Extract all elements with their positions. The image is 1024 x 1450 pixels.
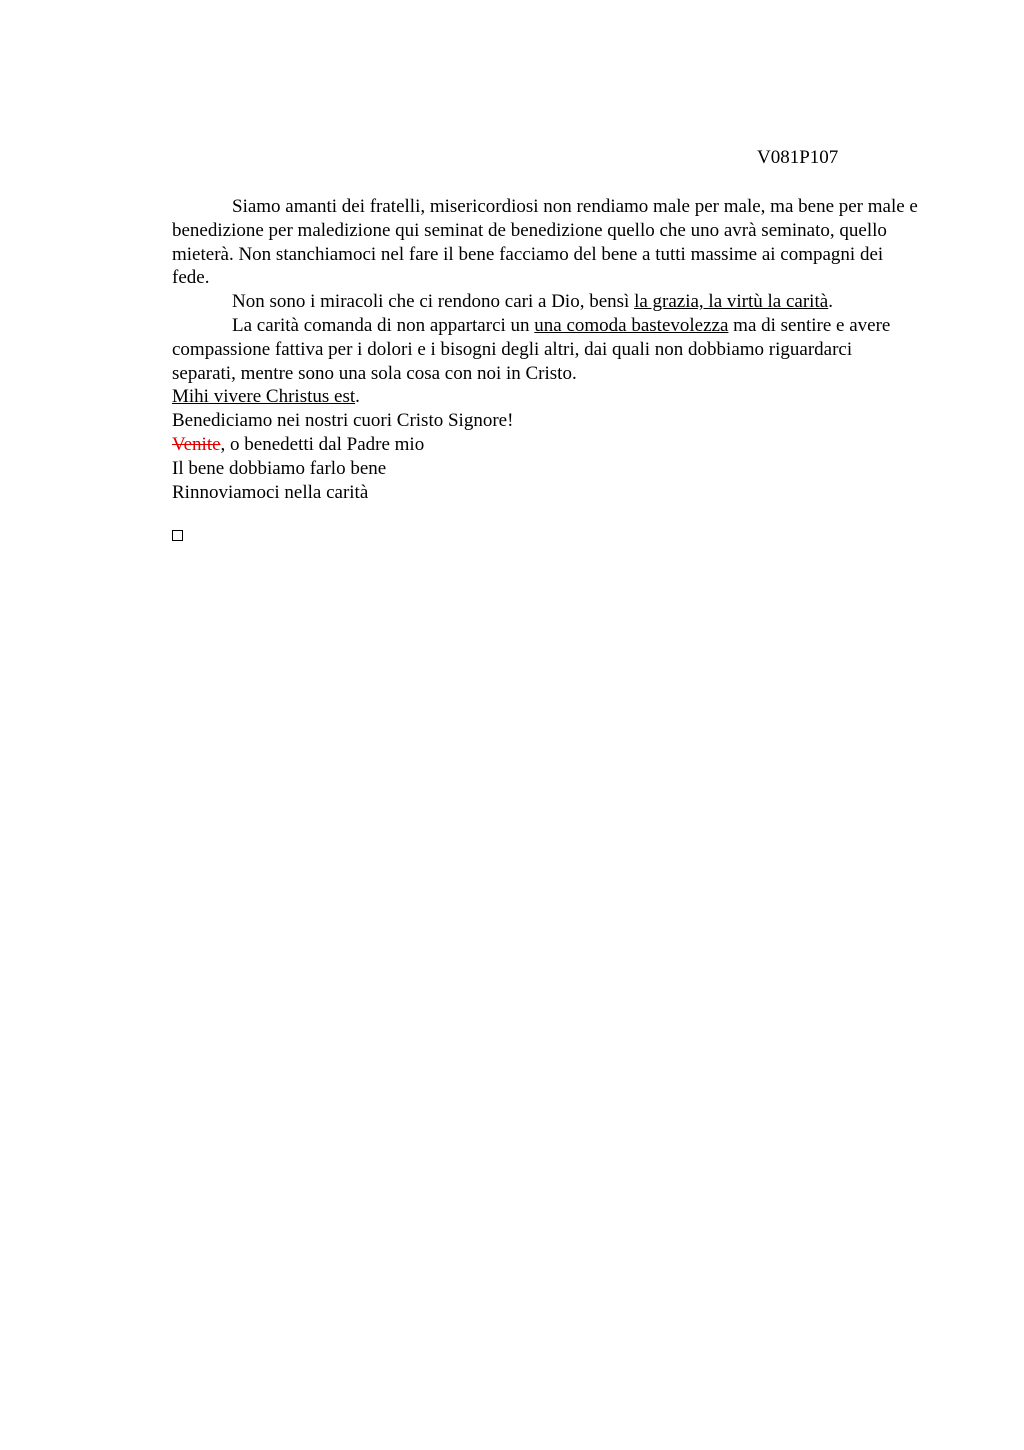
paragraph-charity-rest: ma di sentire e avere compassione fattiva per i dolori e i bisogni degli altri, dai quali non dobbiamo riguardarci separati, mentre sono una sola cosa con noi in Cristo.	[172, 314, 891, 384]
line-venite-rest: , o benedetti dal Padre mio	[220, 433, 425, 455]
document-body	[172, 195, 920, 504]
underlined-comoda-bastevolezza: una comoda bastevolezza	[534, 314, 729, 336]
checkbox-square-icon[interactable]	[172, 530, 183, 541]
line-il-bene: Il bene dobbiamo farlo bene	[172, 457, 387, 479]
paragraph-miracles	[172, 290, 920, 314]
page-code: V081P107	[757, 147, 839, 168]
paragraph-charity-text: La carità comanda di non appartarci un	[232, 314, 535, 336]
line-benediciamo: Benediciamo nei nostri cuori Cristo Signore!	[172, 410, 514, 432]
paragraph-charity	[172, 314, 920, 385]
paragraph-miracles-text: Non sono i miracoli che ci rendono cari a Dio, bensì	[232, 291, 635, 313]
underlined-mihi-vivere: Mihi vivere Christus est	[172, 386, 356, 408]
line-mihi-vivere	[172, 385, 920, 409]
struck-venite: Venite	[172, 433, 221, 455]
paragraph-brotherly-love: Siamo amanti dei fratelli, misericordiosi non rendiamo male per male, ma bene per male e benedizione per maledizione qui seminat de benedizione quello che uno avrà seminato, quello mieterà. Non stanchiamoci nel fare il bene facciamo del bene a tutti massime ai compagni dei fede.	[172, 196, 918, 289]
underlined-grace-virtue-charity: la grazia, la virtù la carità	[634, 291, 829, 313]
line-rinnoviamoci: Rinnoviamoci nella carità	[172, 481, 369, 503]
line-venite	[172, 433, 920, 457]
paragraph-miracles-end: .	[828, 291, 833, 313]
line-mihi-vivere-end: .	[355, 386, 360, 408]
